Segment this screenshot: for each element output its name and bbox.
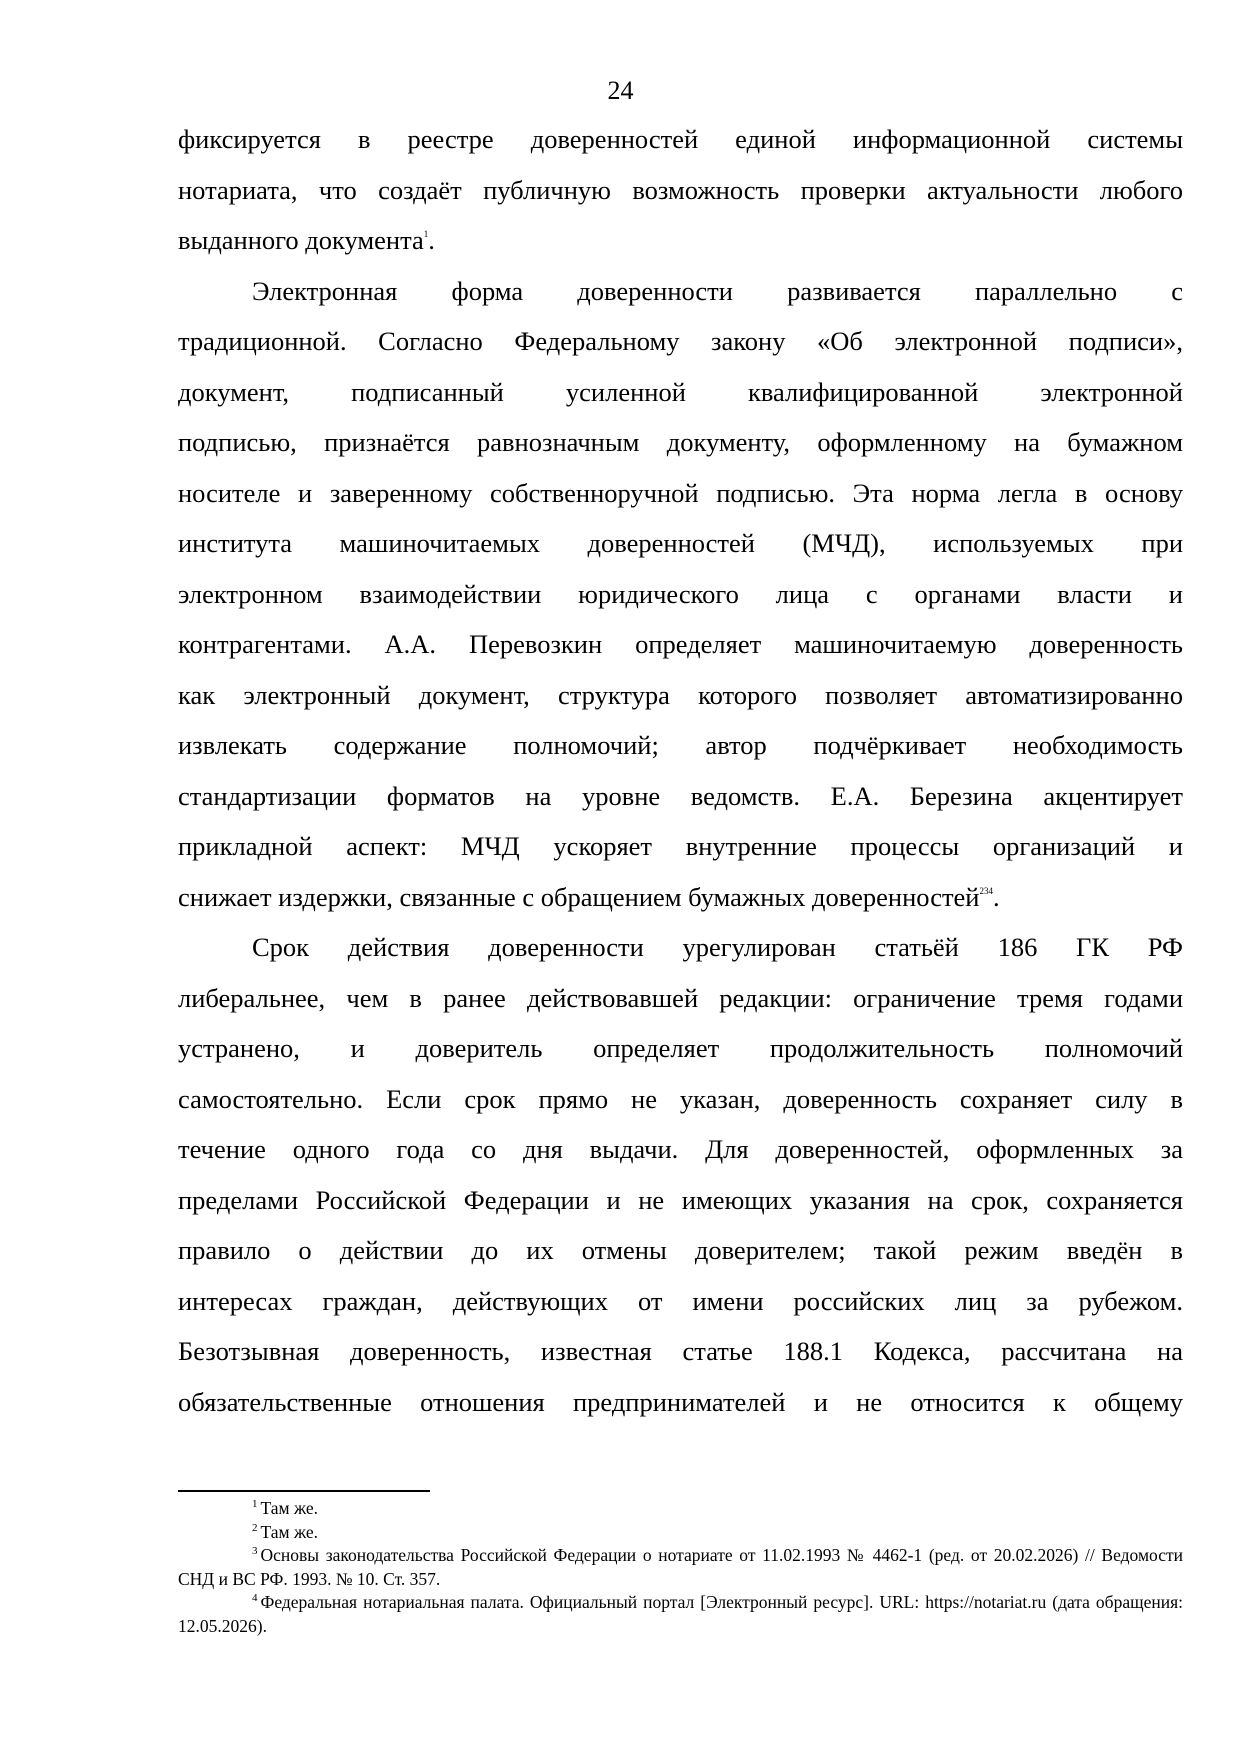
footnotes (178, 1497, 1183, 1638)
text-line (178, 225, 435, 255)
footnote-text: Там же. (260, 1498, 318, 1518)
text-line: института машиночитаемых доверенностей (МЧД), используемых при (178, 528, 1183, 558)
text-line: либеральнее, чем в ранее действовавшей редакции: ограничение тремя годами (178, 982, 1183, 1013)
page-number: 24 (607, 76, 634, 105)
footnote-text: Там же. (260, 1521, 318, 1542)
text-line: пределами Российской Федерации и не имеющих указания на срок, сохраняется (178, 1184, 1183, 1215)
footnote-3 (178, 1544, 1183, 1591)
text-line-content: выданного документа (178, 225, 424, 255)
text-line: Электронная форма доверенности развивается параллельно с (252, 275, 1183, 306)
text-line: прикладной аспект: МЧД ускоряет внутренние процессы организаций и (178, 831, 1183, 861)
text-line: Безотзывная доверенность, известная статье 188.1 Кодекса, рассчитана на (178, 1336, 1183, 1366)
footnote-4 (178, 1591, 1183, 1638)
text-line-content: снижает издержки, связанные с обращением бумажных доверенностей (178, 881, 980, 912)
footnote-separator (178, 1490, 430, 1492)
paragraph-1 (178, 114, 1183, 266)
text-line (178, 882, 1000, 912)
footnote-ref[interactable]: 1 (423, 229, 429, 239)
text-line: носителе и заверенному собственноручной подписью. Эта норма легла в основу (178, 477, 1183, 508)
main-text (178, 114, 1183, 1427)
text-line: течение одного года со дня выдачи. Для доверенностей, оформленных за (178, 1134, 1183, 1164)
footnote-text: Основы законодательства Российской Федерации о нотариате от 11.02.1993 № 4462-1 (ред. от 20.02.2026) // Ведомости СНД и ВС РФ. 1993. № 10. Ст. 357. (178, 1545, 1183, 1589)
text-line: интересах граждан, действующих от имени российских лиц за рубежом. (178, 1285, 1183, 1316)
paragraph-3 (178, 922, 1183, 1427)
text-line: электронном взаимодействии юридического лица с органами власти и (178, 578, 1183, 609)
footnote-number: 3 (252, 1545, 258, 1557)
text-line: контрагентами. А.А. Перевозкин определяет машиночитаемую доверенность (178, 629, 1183, 659)
text-line-tail: . (992, 881, 1000, 912)
text-line: фиксируется в реестре доверенностей единой информационной системы (178, 124, 1183, 154)
text-line: как электронный документ, структура которого позволяет автоматизированно (178, 679, 1183, 710)
footnote-number: 4 (252, 1592, 258, 1604)
footnote-number: 2 (252, 1521, 258, 1534)
text-line: устранено, и доверитель определяет продолжительность полномочий (178, 1033, 1183, 1063)
text-line: Срок действия доверенности урегулирован статьёй 186 ГК РФ (252, 932, 1183, 962)
text-line: самостоятельно. Если срок прямо не указан, доверенность сохраняет силу в (178, 1083, 1183, 1114)
footnote-2 (178, 1521, 1183, 1545)
paragraph-2 (178, 266, 1183, 923)
footnote-text: Федеральная нотариальная палата. Официальный портал [Электронный ресурс]. URL: https://notariat.ru (дата обращения: 12.05.2026). (178, 1592, 1183, 1636)
text-line: документ, подписанный усиленной квалифицированной электронной (178, 376, 1183, 407)
text-line: обязательственные отношения предпринимателей и не относится к общему (178, 1386, 1183, 1417)
text-line: стандартизации форматов на уровне ведомств. Е.А. Березина акцентирует (178, 780, 1183, 811)
text-line-tail: . (428, 225, 435, 255)
footnote-ref[interactable]: 234 (979, 885, 993, 896)
text-line: подписью, признаётся равнозначным документу, оформленному на бумажном (178, 427, 1183, 457)
text-line: правило о действии до их отмены доверителем; такой режим введён в (178, 1235, 1183, 1265)
text-line: извлекать содержание полномочий; автор подчёркивает необходимость (178, 730, 1183, 760)
text-line: нотариата, что создаёт публичную возможность проверки актуальности любого (178, 174, 1183, 205)
footnote-number: 1 (252, 1498, 258, 1510)
footnote-1 (178, 1497, 1183, 1521)
text-line: традиционной. Согласно Федеральному закону «Об электронной подписи», (178, 326, 1183, 356)
